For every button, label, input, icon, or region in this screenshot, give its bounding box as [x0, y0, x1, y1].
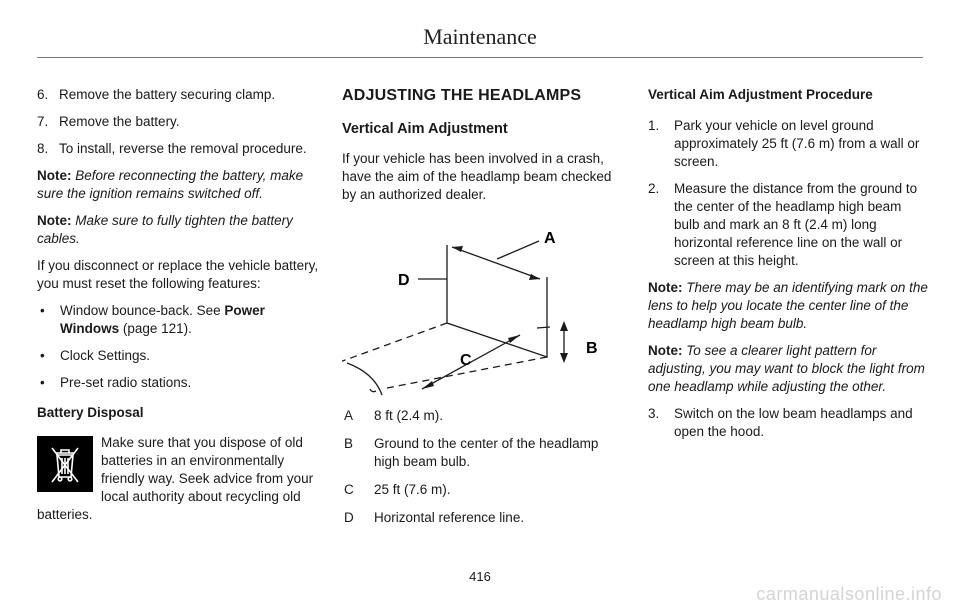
- step-text: Park your vehicle on level ground approximately 25 ft (7.6 m) from a wall or screen.: [674, 118, 920, 169]
- note-tighten: [37, 212, 319, 248]
- note-label: Note:: [648, 343, 683, 358]
- note-ignition: [37, 167, 319, 203]
- note-text: To see a clearer light pattern for adjusting, you may want to block the light from one headlamp while adjusting the other.: [648, 343, 925, 394]
- note-text: Before reconnecting the battery, make sure the ignition remains switched off.: [37, 168, 304, 201]
- procedure-heading: Vertical Aim Adjustment Procedure: [648, 87, 873, 102]
- step-number: 2.: [648, 181, 660, 196]
- legend-value: Horizontal reference line.: [374, 510, 525, 525]
- subsection-heading: Vertical Aim Adjustment: [342, 121, 508, 137]
- step-7: [37, 113, 319, 131]
- note-block-light: [648, 342, 928, 396]
- b-arrow-up: [560, 321, 568, 331]
- label-d: D: [398, 272, 410, 289]
- bullet-text: Clock Settings.: [60, 348, 151, 363]
- legend-value: 8 ft (2.4 m).: [374, 408, 444, 423]
- note-label: Note:: [648, 280, 683, 295]
- recycle-bin-icon: [37, 436, 93, 492]
- c-arrow-right: [508, 335, 520, 343]
- legend-value: Ground to the center of the headlamp high beam bulb.: [374, 436, 599, 469]
- step-text: Remove the battery.: [59, 114, 180, 129]
- bullet-radio: [37, 374, 319, 392]
- legend-key: B: [344, 436, 354, 451]
- note-label: Note:: [37, 213, 72, 228]
- power-windows-link[interactable]: Power Windows: [60, 303, 265, 336]
- column-middle: [342, 86, 624, 537]
- page-number: 416: [469, 569, 491, 584]
- note-label: Note:: [37, 168, 72, 183]
- step-number: 3.: [648, 406, 660, 421]
- watermark: carmanualsonline.info: [756, 584, 942, 604]
- column-left: [37, 86, 319, 524]
- legend-key: C: [344, 482, 354, 497]
- c-leader: [537, 327, 550, 328]
- a-leader-line: [497, 241, 539, 259]
- page-reference: (page 121).: [119, 321, 192, 336]
- step-number: 1.: [648, 118, 660, 133]
- a-dimension-line: [452, 247, 540, 279]
- label-b: B: [586, 340, 598, 357]
- bullet-text: Window bounce-back. See: [60, 303, 225, 318]
- header-divider: [37, 57, 923, 58]
- disposal-block: [37, 434, 319, 524]
- bullet-window-bounce: [37, 302, 319, 338]
- a-arrow-left: [452, 246, 463, 252]
- step-number: 8.: [37, 141, 49, 156]
- page-header-title: Maintenance: [423, 24, 537, 49]
- column-right: [648, 86, 928, 450]
- label-a: A: [544, 230, 556, 247]
- wall-screen-outline: [447, 245, 547, 357]
- legend-key: A: [344, 408, 354, 423]
- battery-disposal-heading: Battery Disposal: [37, 405, 144, 420]
- procedure-step-3: [648, 405, 928, 441]
- step-text: To install, reverse the removal procedure.: [59, 141, 307, 156]
- step-text: Remove the battery securing clamp.: [59, 87, 276, 102]
- procedure-step-1: [648, 117, 928, 171]
- beam-dashed-upper: [342, 323, 447, 363]
- note-text: There may be an identifying mark on the lens to help you locate the center line of the headlamp high beam bulb.: [648, 280, 928, 331]
- note-text: Make sure to fully tighten the battery cables.: [37, 213, 293, 246]
- legend-b: [342, 435, 624, 471]
- procedure-step-2: [648, 180, 928, 270]
- bullet-mark: •: [40, 303, 45, 318]
- c-arrow-left: [422, 381, 434, 389]
- legend-key: D: [344, 510, 354, 525]
- legend-value: 25 ft (7.6 m).: [374, 482, 451, 497]
- a-arrow-right: [529, 274, 540, 280]
- disposal-text: Make sure that you dispose of old batteries in an environmentally friendly way. Seek advice from your local authority about recycling old batteries.: [37, 435, 314, 522]
- headlamp-detail: [370, 389, 376, 392]
- intro-text: If your vehicle has been involved in a crash, have the aim of the headlamp beam checked by an authorized dealer.: [342, 151, 612, 202]
- step-number: 7.: [37, 114, 49, 129]
- step-number: 6.: [37, 87, 49, 102]
- bullet-mark: •: [40, 348, 45, 363]
- label-c: C: [460, 352, 472, 369]
- step-text: Switch on the low beam headlamps and open the hood.: [674, 406, 913, 439]
- legend-d: [342, 509, 624, 527]
- step-6: [37, 86, 319, 104]
- bullet-clock: [37, 347, 319, 365]
- legend-c: [342, 481, 624, 499]
- bullet-text: Pre-set radio stations.: [60, 375, 192, 390]
- step-text: Measure the distance from the ground to the center of the headlamp high beam bulb and mark an 8 ft (2.4 m) long horizontal reference line on the wall or screen at this height.: [674, 181, 918, 268]
- step-8: [37, 140, 319, 158]
- b-arrow-down: [560, 353, 568, 363]
- headlamp-outline: [347, 363, 382, 395]
- note-lens-mark: [648, 279, 928, 333]
- legend-a: [342, 407, 624, 425]
- section-heading: ADJUSTING THE HEADLAMPS: [342, 87, 582, 104]
- bullet-mark: •: [40, 375, 45, 390]
- headlamp-aim-diagram: [342, 213, 622, 403]
- reset-intro: If you disconnect or replace the vehicle battery, you must reset the following features:: [37, 258, 319, 291]
